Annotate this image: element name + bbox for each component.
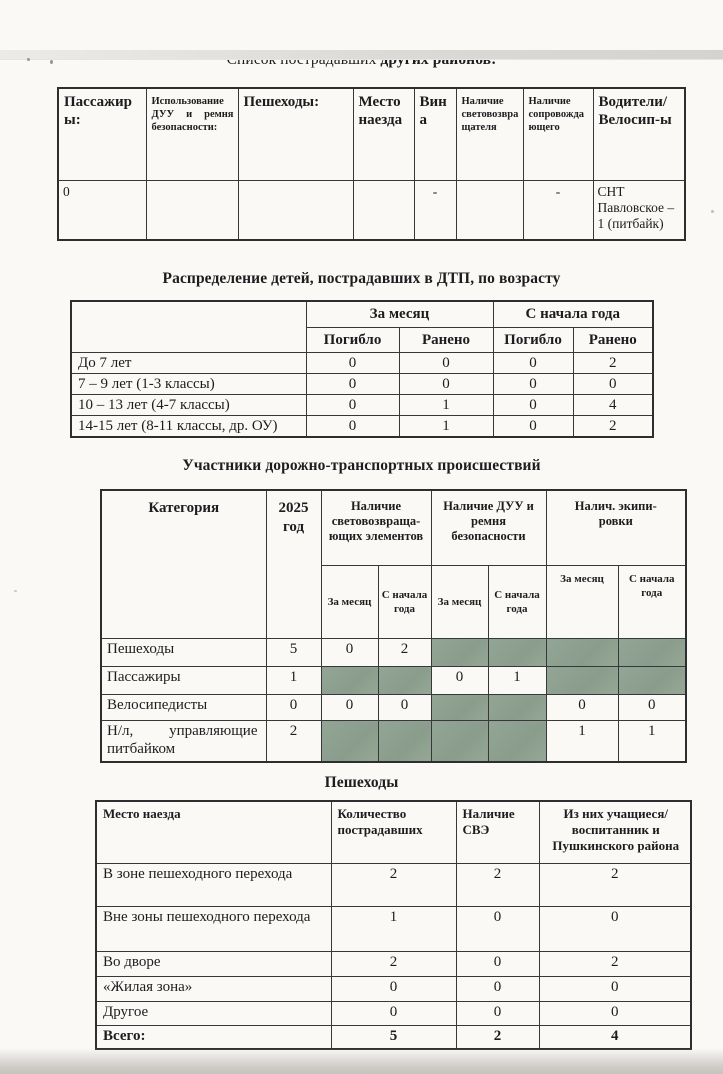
header-per-month: За месяц (306, 301, 493, 328)
value-cell: 2 (539, 864, 691, 907)
scan-speck (711, 210, 714, 213)
cell-reflector (456, 181, 523, 241)
header-pedestrians: Пешеходы: (238, 88, 353, 181)
place-label: Другое (96, 1002, 331, 1026)
scan-artifact-bottom-band (0, 1048, 723, 1074)
na-shaded-cell (488, 695, 546, 721)
value-cell: 5 (266, 639, 321, 667)
value-cell: 0 (331, 977, 456, 1002)
total-value-cell: 5 (331, 1026, 456, 1050)
na-shaded-cell (431, 695, 488, 721)
header-escort: Наличие сопровождающего (523, 88, 593, 181)
header-yearstart-1: С начала года (378, 566, 431, 639)
na-shaded-cell (618, 667, 686, 695)
total-label: Всего: (96, 1026, 331, 1050)
header-reflective-elements: Наличие световозвраща-ющих элементов (321, 490, 431, 566)
table-header-row (96, 801, 691, 864)
age-distribution-title: Распределение детей, пострадавших в ДТП, по возрасту (162, 270, 561, 287)
group-header-row (71, 301, 653, 328)
value-cell: 0 (399, 374, 493, 395)
na-shaded-cell (321, 721, 378, 763)
cell-pedestrians (238, 181, 353, 241)
participants-title: Участники дорожно-транспортных происшествий (182, 457, 541, 474)
header-collision-place: Место наезда (96, 801, 331, 864)
value-cell: 0 (493, 395, 573, 416)
place-label: Вне зоны пешеходного перехода (96, 907, 331, 952)
value-cell: 2 (266, 721, 321, 763)
table-header-row (58, 88, 685, 181)
na-shaded-cell (378, 667, 431, 695)
value-cell: 2 (331, 952, 456, 977)
table-row (96, 1002, 691, 1026)
value-cell: 2 (378, 639, 431, 667)
value-cell: 1 (618, 721, 686, 763)
na-shaded-cell (546, 667, 618, 695)
other-districts-table (57, 87, 686, 241)
value-cell: 0 (456, 977, 539, 1002)
table-row-pitbike-minors (101, 721, 686, 763)
value-cell: 0 (266, 695, 321, 721)
table-row (96, 907, 691, 952)
header-month-1: За месяц (321, 566, 378, 639)
na-shaded-cell (488, 639, 546, 667)
value-cell: 0 (456, 952, 539, 977)
participants-table (100, 489, 687, 763)
header-yearstart-2: С начала года (488, 566, 546, 639)
value-cell: 1 (331, 907, 456, 952)
value-cell: 0 (321, 695, 378, 721)
group-header-row (101, 490, 686, 566)
table-row (71, 353, 653, 374)
empty-corner-cell (71, 301, 306, 353)
cell-collision-place (353, 181, 414, 241)
cell-drivers-cyclists: СНТ Павловское – 1 (питбайк) (593, 181, 685, 241)
na-shaded-cell (618, 639, 686, 667)
header-month-3: За месяц (546, 566, 618, 639)
value-cell: 0 (539, 977, 691, 1002)
table-row (71, 374, 653, 395)
header-victim-count: Количество пострадавших (331, 801, 456, 864)
value-cell: 0 (306, 353, 399, 374)
value-cell: 0 (546, 695, 618, 721)
value-cell: 0 (399, 353, 493, 374)
header-month-2: За месяц (431, 566, 488, 639)
value-cell: 1 (488, 667, 546, 695)
value-cell: 1 (546, 721, 618, 763)
value-cell: 0 (539, 907, 691, 952)
scan-artifact-top-band (0, 50, 723, 60)
age-group-label: 10 – 13 лет (4-7 классы) (71, 395, 306, 416)
na-shaded-cell (431, 721, 488, 763)
category-label: Н/л, управляющие питбайком (101, 721, 266, 763)
table-row-total (96, 1026, 691, 1050)
na-shaded-cell (431, 639, 488, 667)
value-cell: 0 (321, 639, 378, 667)
value-cell: 1 (399, 416, 493, 438)
value-cell: 1 (266, 667, 321, 695)
header-killed-year: Погибло (493, 328, 573, 353)
value-cell: 0 (378, 695, 431, 721)
value-cell: 0 (306, 416, 399, 438)
value-cell: 2 (539, 952, 691, 977)
pedestrians-title: Пешеходы (324, 774, 399, 791)
value-cell: 4 (573, 395, 653, 416)
category-label: Пешеходы (101, 639, 266, 667)
value-cell: 0 (431, 667, 488, 695)
na-shaded-cell (321, 667, 378, 695)
value-cell: 0 (306, 395, 399, 416)
table-row (58, 181, 685, 241)
header-drivers-cyclists: Водители/Велосип-ы (593, 88, 685, 181)
header-equipment: Налич. экипи-ровки (546, 490, 686, 566)
header-category: Категория (101, 490, 266, 639)
value-cell: 2 (573, 416, 653, 438)
scan-speck (50, 60, 53, 64)
na-shaded-cell (488, 721, 546, 763)
scan-speck (27, 58, 30, 61)
header-restraint-belt: Наличие ДУУ и ремня безопасности (431, 490, 546, 566)
table-row (71, 416, 653, 438)
table-row (96, 977, 691, 1002)
age-group-label: 7 – 9 лет (1-3 классы) (71, 374, 306, 395)
na-shaded-cell (378, 721, 431, 763)
value-cell: 0 (493, 353, 573, 374)
table-row-passengers (101, 667, 686, 695)
value-cell: 0 (493, 416, 573, 438)
value-cell: 0 (456, 1002, 539, 1026)
place-label: Во дворе (96, 952, 331, 977)
table-row-cyclists (101, 695, 686, 721)
table-row (71, 395, 653, 416)
table-row (96, 952, 691, 977)
value-cell: 0 (539, 1002, 691, 1026)
value-cell: 0 (493, 374, 573, 395)
value-cell: 2 (573, 353, 653, 374)
header-pushkinsky-students: Из них учащиеся/воспитанник и Пушкинского района (539, 801, 691, 864)
cell-passengers: 0 (58, 181, 146, 241)
place-label: «Жилая зона» (96, 977, 331, 1002)
value-cell: 0 (331, 1002, 456, 1026)
header-injured-month: Ранено (399, 328, 493, 353)
cell-restraint-use (146, 181, 238, 241)
value-cell: 0 (456, 907, 539, 952)
value-cell: 1 (399, 395, 493, 416)
category-label: Пассажиры (101, 667, 266, 695)
cell-escort: - (523, 181, 593, 241)
header-since-year-start: С начала года (493, 301, 653, 328)
header-restraint-use: Использование ДУУ и ремня безопасности: (146, 88, 238, 181)
scan-speck (14, 590, 17, 592)
na-shaded-cell (546, 639, 618, 667)
header-killed-month: Погибло (306, 328, 399, 353)
total-value-cell: 4 (539, 1026, 691, 1050)
header-fault: Вина (414, 88, 456, 181)
header-yearstart-3: С начала года (618, 566, 686, 639)
table-row (96, 864, 691, 907)
category-label: Велосипедисты (101, 695, 266, 721)
value-cell: 0 (306, 374, 399, 395)
value-cell: 2 (331, 864, 456, 907)
value-cell: 0 (618, 695, 686, 721)
header-passengers: Пассажиры: (58, 88, 146, 181)
total-value-cell: 2 (456, 1026, 539, 1050)
age-group-label: До 7 лет (71, 353, 306, 374)
header-sve-presence: Наличие СВЭ (456, 801, 539, 864)
value-cell: 0 (573, 374, 653, 395)
table-row-pedestrians (101, 639, 686, 667)
age-distribution-table (70, 300, 654, 438)
header-injured-year: Ранено (573, 328, 653, 353)
header-year-2025: 2025 год (266, 490, 321, 639)
value-cell: 2 (456, 864, 539, 907)
header-reflector: Наличие световозвращателя (456, 88, 523, 181)
header-collision-place: Место наезда (353, 88, 414, 181)
cell-fault: - (414, 181, 456, 241)
pedestrians-table (95, 800, 692, 1050)
age-group-label: 14-15 лет (8-11 классы, др. ОУ) (71, 416, 306, 438)
place-label: В зоне пешеходного перехода (96, 864, 331, 907)
